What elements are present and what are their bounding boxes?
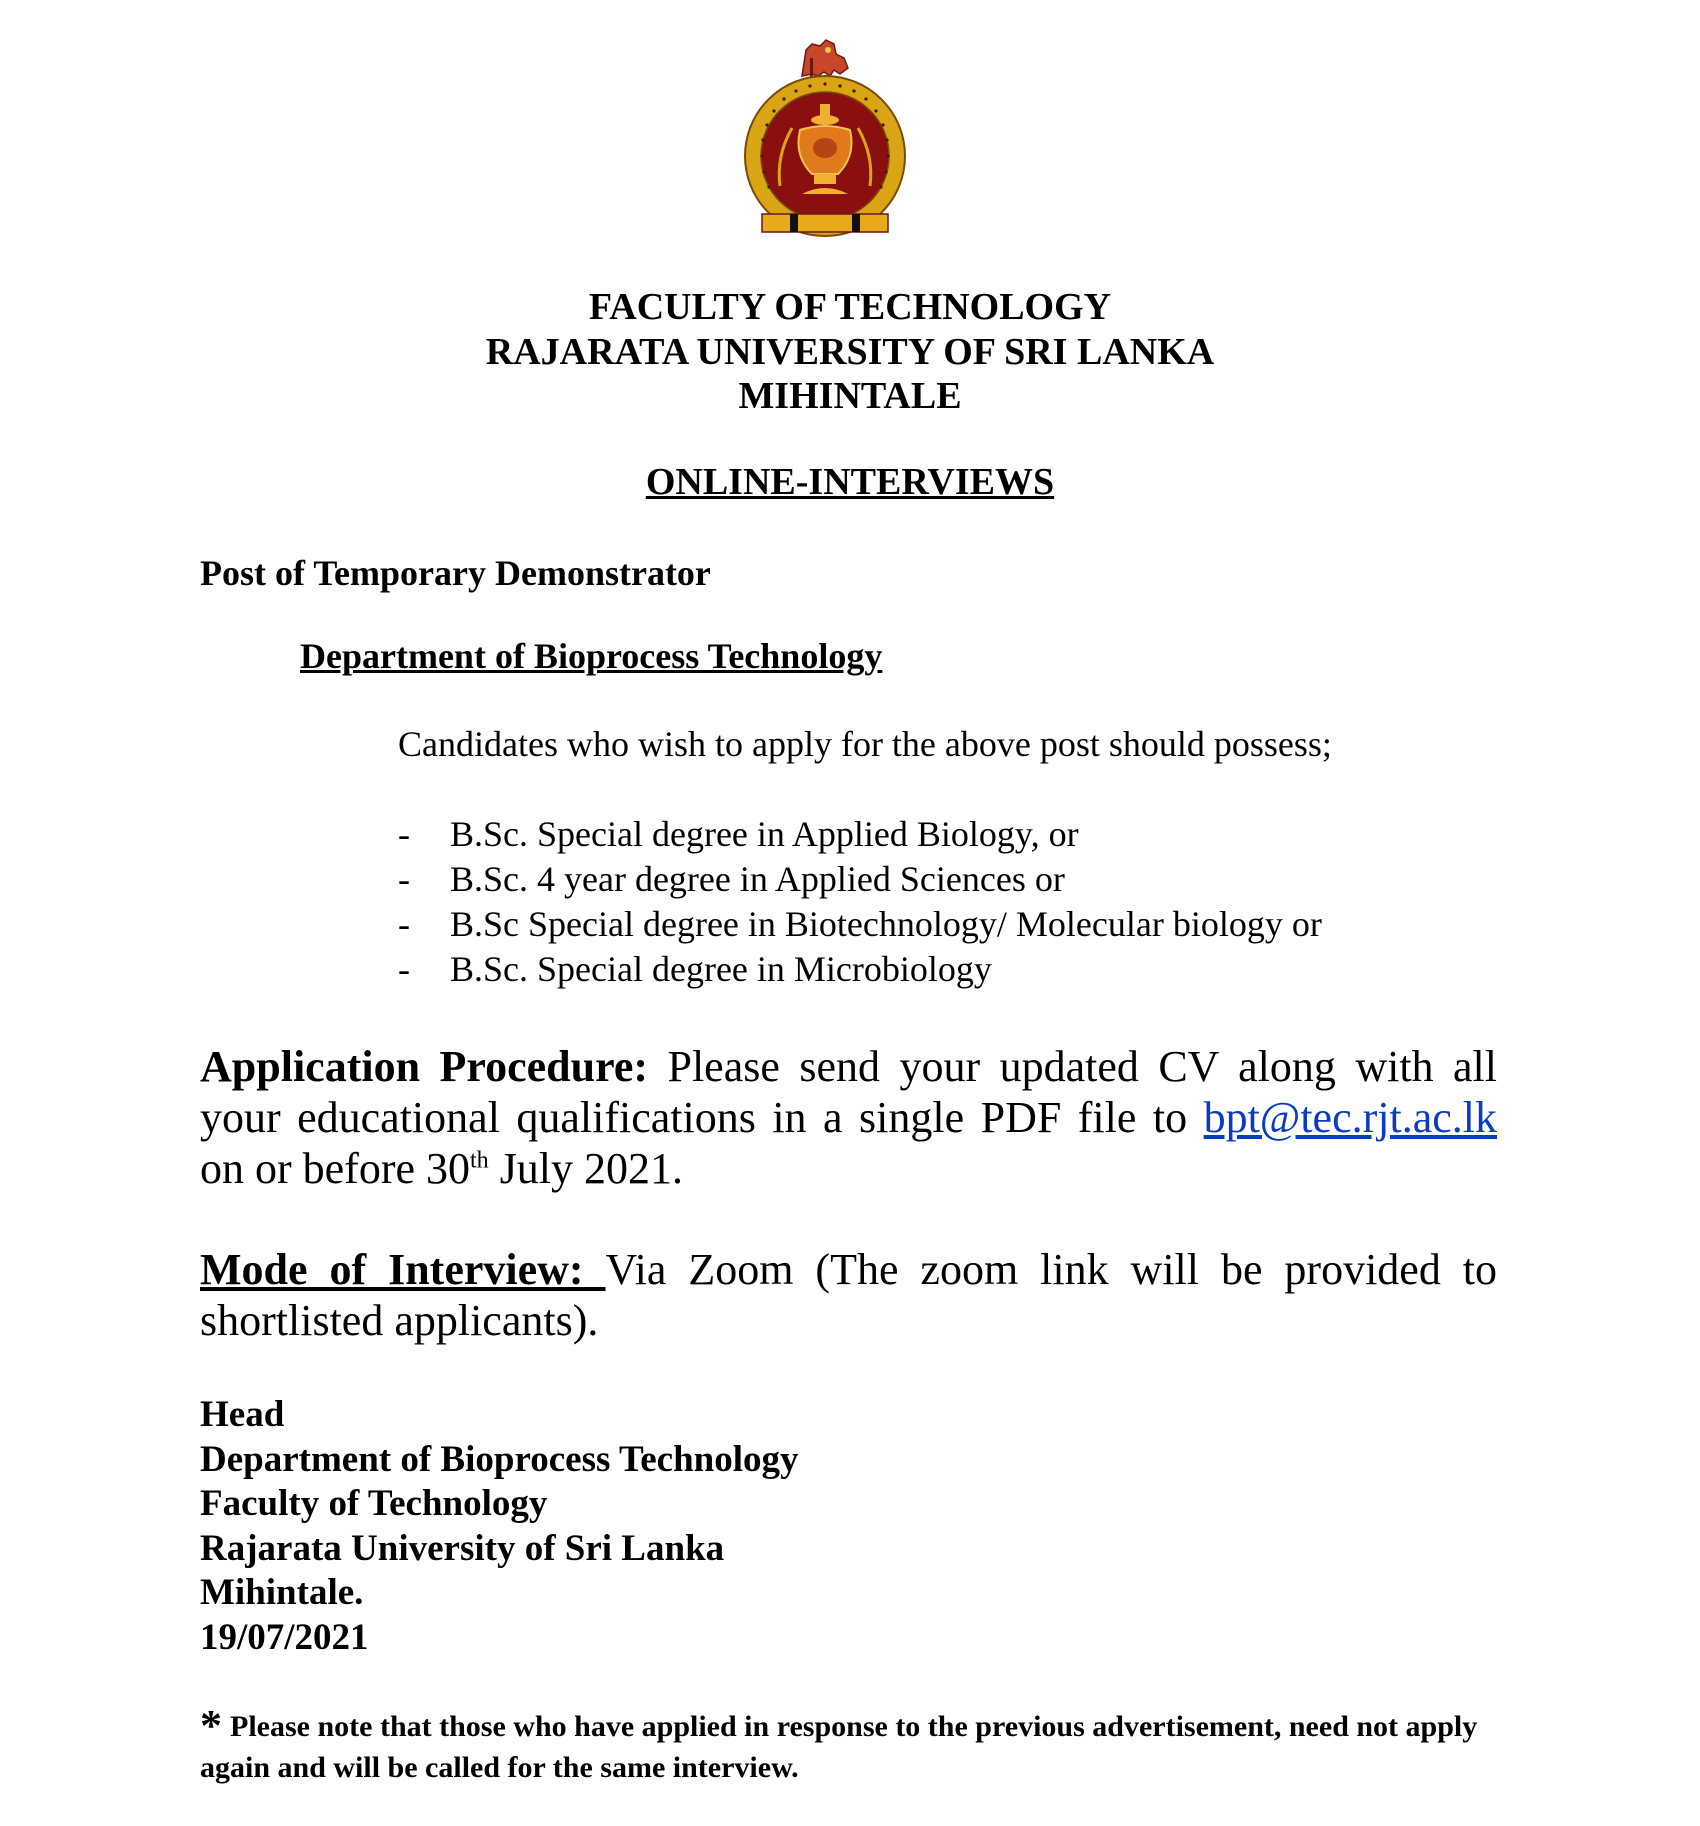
date-suffix: th [470,1147,489,1174]
intro-text: Candidates who wish to apply for the above post should possess; [398,724,1332,764]
application-text-3: July 2021. [488,1144,684,1193]
interview-text: Via Zoom (The zoom link will be provided to shortlisted applicants). [200,1245,1498,1345]
page-title: ONLINE-INTERVIEWS [645,461,1055,503]
bullet: - [398,904,410,944]
footnote [200,1701,1497,1788]
footnote-text: Please note that those who have applied in response to the previous advertisement, need not apply again and will be called for the same interview. [200,1710,1478,1784]
signature-line: Rajarata University of Sri Lanka [200,1527,725,1569]
signature-line: Faculty of Technology [200,1483,548,1524]
university-heading: RAJARATA UNIVERSITY OF SRI LANKA [485,331,1215,373]
list-item: B.Sc. Special degree in Microbiology [450,949,992,989]
list-item: B.Sc. Special degree in Applied Biology, or [450,814,1079,854]
interview-mode [200,1244,1497,1346]
interview-label: Mode of Interview: [200,1245,606,1294]
application-procedure [200,1041,1497,1194]
list-item: B.Sc. 4 year degree in Applied Sciences or [450,859,1065,899]
signature-block [200,1393,799,1660]
post-title: Post of Temporary Demonstrator [200,553,711,593]
bullet: - [398,814,410,854]
location-heading: MIHINTALE [738,375,962,417]
faculty-heading: FACULTY OF TECHNOLOGY [588,286,1112,328]
email-link[interactable]: bpt@tec.rjt.ac.lk [1203,1093,1497,1142]
signature-line: Department of Bioprocess Technology [200,1438,799,1480]
bullet: - [398,949,410,989]
signature-date: 19/07/2021 [200,1616,369,1658]
bullet: - [398,859,410,899]
signature-line: Head [200,1394,285,1435]
application-label: Application Procedure: [200,1042,649,1091]
department-title: Department of Bioprocess Technology [300,636,883,676]
university-crest-icon [740,36,910,246]
asterisk: * [200,1701,222,1750]
application-text: Please send your updated CV along with all your educational qualifications in a single PDF file to [200,1042,1497,1142]
lion-emblem [802,40,848,78]
application-text-2: on or before 30 [200,1144,471,1193]
signature-line: Mihintale. [200,1572,364,1613]
list-item: B.Sc Special degree in Biotechnology/ Molecular biology or [450,904,1322,944]
